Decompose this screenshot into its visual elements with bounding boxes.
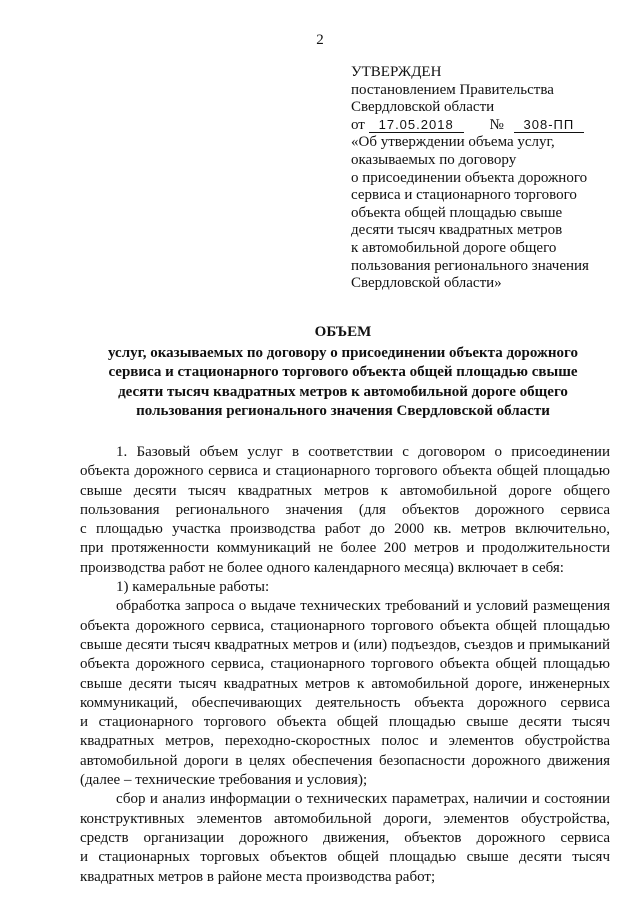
text-line: 1. Базовый объем услуг в соответствии с договором о присоединении: [116, 444, 610, 460]
text-line: объекта дорожного сервиса, стационарного торгового объекта общей площадью: [80, 656, 610, 673]
approval-quote-line: сервиса и стационарного торгового: [351, 187, 577, 204]
approval-quote-line: пользования регионального значения: [351, 257, 589, 274]
page-number: 2: [316, 32, 324, 48]
text-line: производства работ не более одного календарного месяца) включает в себя:: [80, 559, 564, 576]
text-line: при протяженности коммуникаций не более 200 метров и продолжительности: [80, 540, 610, 557]
text-line: и стационарных торговых объектов общей площадью свыше десяти тысяч: [80, 849, 610, 866]
text-line: с площадью участка производства работ до 2000 кв. метров включительно,: [80, 521, 610, 538]
heading-line: сервиса и стационарного торгового объекта общей площадью свыше: [108, 364, 578, 380]
approval-line: постановлением Правительства: [351, 81, 554, 98]
paragraph-2: [80, 597, 610, 790]
approval-quote-line: Свердловской области»: [351, 275, 502, 292]
text-line: объекта дорожного сервиса, стационарного торгового объекта общей площадью: [80, 617, 610, 634]
approval-quote-line: о присоединении объекта дорожного: [351, 169, 588, 186]
heading-title: ОБЪЕМ: [314, 324, 372, 340]
number-value: 308-ПП: [514, 117, 585, 133]
text-line: 1) камеральные работы:: [116, 579, 270, 596]
text-line: коммуникаций, обеспечивающих деятельность объекта дорожного сервиса: [80, 694, 610, 711]
approval-title: УТВЕРЖДЕН: [351, 64, 442, 80]
heading-line: услуг, оказываемых по договору о присоединении объекта дорожного: [108, 344, 578, 361]
heading-line: десяти тысяч квадратных метров к автомобильной дороге общего: [118, 383, 568, 400]
date-prefix: от: [351, 116, 365, 133]
date-value: 17.05.2018: [369, 117, 464, 133]
text-line: автомобильной дороги в целях обеспечения безопасности дорожного движения: [80, 752, 610, 769]
approval-quote-line: объекта общей площадью свыше: [351, 204, 563, 221]
text-line: объекта дорожного сервиса и стационарного торгового объекта общей площадью: [80, 463, 610, 480]
item-1: [80, 578, 610, 597]
approval-line: Свердловской области: [351, 99, 495, 116]
approval-block: [351, 64, 621, 293]
approval-quote-line: к автомобильной дороге общего: [351, 239, 557, 256]
text-line: квадратных метров, переходно-скоростных полос и элементов обустройства: [80, 733, 610, 750]
approval-date-line: [351, 117, 621, 135]
heading-line: пользования регионального значения Свердловской области: [136, 403, 550, 419]
text-line: конструктивных элементов автомобильной дороги, элементов обустройства,: [80, 810, 610, 827]
paragraph-3: [80, 790, 610, 886]
text-line: свыше десяти тысяч квадратных метров и (или) подъездов, съездов и примыканий: [80, 636, 610, 653]
text-line: свыше десяти тысяч квадратных метров к автомобильной дороге общего: [80, 482, 610, 499]
text-line: обработка запроса о выдаче технических требований и условий размещения: [116, 598, 610, 615]
number-label: №: [489, 116, 504, 133]
approval-quote-line: оказываемых по договору: [351, 151, 517, 168]
text-line: свыше десяти тысяч квадратных метров к автомобильной дороге, инженерных: [80, 675, 610, 692]
text-line: сбор и анализ информации о технических параметрах, наличии и состоянии: [116, 791, 610, 808]
text-line: средств организации дорожного движения, объектов дорожного сервиса: [80, 829, 610, 846]
document-heading: [60, 323, 626, 422]
text-line: (далее – технические требования и условия);: [80, 772, 368, 789]
document-body: [80, 443, 610, 887]
text-line: квадратных метров в районе места производства работ;: [80, 868, 436, 885]
text-line: пользования регионального значения (для объектов дорожного сервиса: [80, 501, 610, 518]
approval-quote-line: десяти тысяч квадратных метров: [351, 222, 563, 239]
paragraph-1: [80, 443, 610, 578]
approval-quote-line: «Об утверждении объема услуг,: [351, 134, 555, 151]
text-line: и стационарного торгового объекта общей площадью свыше десяти тысяч: [80, 714, 610, 731]
